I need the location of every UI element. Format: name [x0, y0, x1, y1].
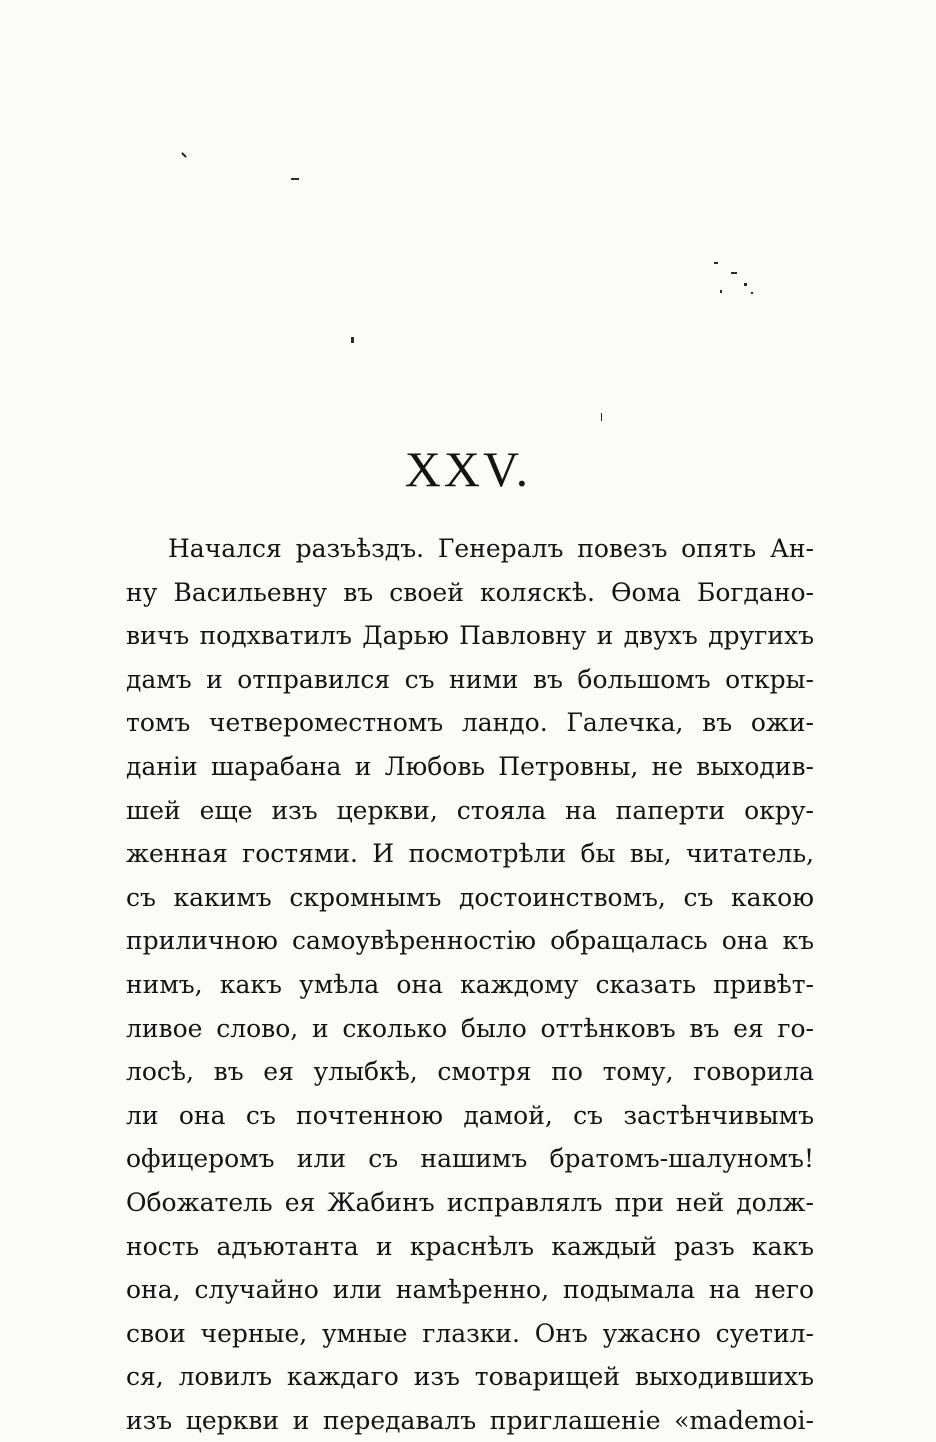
scan-speck — [714, 262, 718, 264]
text-line: нимъ, какъ умѣла она каждому сказать привѣт- — [126, 969, 814, 999]
body-text — [126, 527, 814, 1442]
text-line: томъ четвероместномъ ландо. Галечка, въ ожи- — [126, 708, 814, 738]
scan-speck — [731, 272, 737, 274]
text-line: ну Васильевну въ своей коляскѣ. Ѳома Богдано- — [126, 577, 814, 607]
chapter-heading: XXV. — [404, 441, 532, 497]
scan-speck — [744, 283, 747, 286]
text-line: вичъ подхватилъ Дарью Павловну и двухъ другихъ — [126, 621, 814, 651]
text-line: дамъ и отправился съ ними въ большомъ откры- — [126, 664, 814, 694]
scan-speck — [351, 337, 354, 343]
text-line: шей еще изъ церкви, стояла на паперти окру- — [126, 795, 814, 825]
text-line: Обожатель ея Жабинъ исправлялъ при ней долж- — [126, 1187, 814, 1217]
text-line: женная гостями. И посмотрѣли бы вы, читатель, — [126, 839, 814, 869]
text-line: даніи шарабана и Любовь Петровны, не выходив- — [126, 751, 814, 781]
text-line: офицеромъ или съ нашимъ братомъ-шалуномъ! — [126, 1144, 814, 1174]
text-line: Начался разъѣздъ. Генералъ повезъ опять Ан- — [168, 534, 814, 563]
text-line: изъ церкви и передавалъ приглашеніе «mademoi- — [126, 1405, 814, 1435]
text-line: лосѣ, въ ея улыбкѣ, смотря по тому, говорила — [126, 1057, 814, 1087]
scan-speck — [751, 292, 753, 294]
text-line: ливое слово, и сколько было оттѣнковъ въ ея го- — [126, 1013, 814, 1043]
text-line: ся, ловилъ каждаго изъ товарищей выходившихъ — [126, 1362, 814, 1392]
scan-speck — [601, 413, 602, 421]
text-line: ность адъютанта и краснѣлъ каждый разъ какъ — [126, 1231, 814, 1261]
text-line: свои черные, умные глазки. Онъ ужасно суетил- — [126, 1318, 814, 1348]
text-line: съ какимъ скромнымъ достоинствомъ, съ какою — [126, 882, 814, 912]
scan-speck — [720, 290, 722, 293]
text-line: ли она съ почтенною дамой, съ застѣнчивымъ — [126, 1100, 814, 1130]
scan-speck — [181, 152, 187, 158]
text-line: приличною самоувѣренностію обращалась она къ — [126, 926, 814, 956]
scan-speck — [291, 178, 299, 180]
text-line: она, случайно или намѣренно, подымала на него — [126, 1275, 814, 1305]
